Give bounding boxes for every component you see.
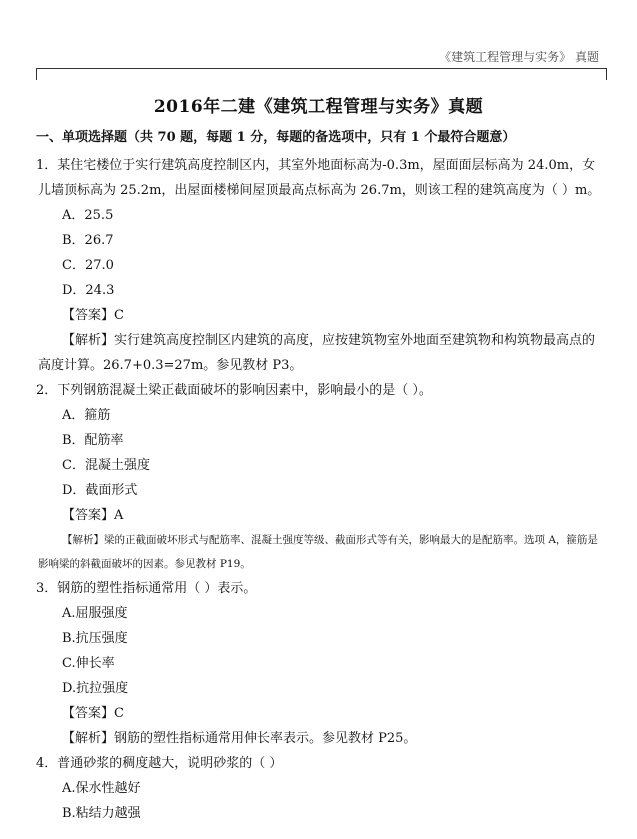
question-2-option-d: D．截面形式 bbox=[62, 483, 138, 498]
question-2-stem: 2．下列钢筋混凝土梁正截面破坏的影响因素中，影响最小的是（ ）。 bbox=[36, 383, 432, 398]
header-rule-right-tick bbox=[606, 68, 607, 80]
question-3-stem: 3．钢筋的塑性指标通常用（ ）表示。 bbox=[36, 581, 257, 596]
question-3-option-b: B.抗压强度 bbox=[62, 631, 128, 646]
question-1-explanation: 【解析】实行建筑高度控制区内建筑的高度，应按建筑物室外地面至建筑物和构筑物最高点的高度计算。26.7+0.3=27m。参见教材 P3。 bbox=[38, 333, 596, 373]
question-2-option-a: A．箍筋 bbox=[62, 408, 111, 423]
question-1-option-b: B．26.7 bbox=[62, 233, 114, 248]
question-4-option-a: A.保水性越好 bbox=[62, 781, 141, 796]
document-body bbox=[0, 92, 637, 826]
question-2-option-b: B．配筋率 bbox=[62, 433, 124, 448]
question-2-option-c: C．混凝土强度 bbox=[62, 458, 150, 473]
question-3-option-a: A.屈服强度 bbox=[62, 606, 128, 621]
question-1-option-a: A．25.5 bbox=[62, 208, 114, 223]
question-2-explanation: 【解析】梁的正截面破坏形式与配筋率、混凝土强度等级、截面形式等有关，影响最大的是配筋率。选项 A，箍筋是影响梁的斜截面破坏的因素。参见教材 P19。 bbox=[38, 534, 598, 570]
question-1-option-d: D．24.3 bbox=[62, 283, 115, 298]
running-header: 《建筑工程管理与实务》 真题 bbox=[439, 50, 599, 64]
question-1-stem: 1．某住宅楼位于实行建筑高度控制区内，其室外地面标高为-0.3m，屋面面层标高为 24.0m，女儿墙顶标高为 25.2m，出屋面楼梯间屋顶最高点标高为 26.7m，则该工程的建筑高度为（ ）m。 bbox=[36, 158, 601, 198]
question-2-answer: 【答案】A bbox=[62, 508, 124, 523]
question-1-answer: 【答案】C bbox=[62, 308, 124, 323]
header-rule bbox=[36, 68, 607, 69]
question-3-explanation: 【解析】钢筋的塑性指标通常用伸长率表示。参见教材 P25。 bbox=[62, 731, 417, 746]
question-4-option-b: B.粘结力越强 bbox=[62, 806, 141, 821]
question-3-option-c: C.伸长率 bbox=[62, 656, 115, 671]
question-3-answer: 【答案】C bbox=[62, 706, 124, 721]
question-3-option-d: D.抗拉强度 bbox=[62, 681, 129, 696]
question-4-stem: 4．普通砂浆的稠度越大，说明砂浆的（ ） bbox=[36, 756, 283, 771]
document-title: 2016年二建《建筑工程管理与实务》真题 bbox=[153, 97, 484, 117]
section-heading: 一、单项选择题（共 70 题，每题 1 分，每题的备选项中，只有 1 个最符合题意） bbox=[36, 130, 516, 145]
header-rule-left-tick bbox=[36, 68, 37, 80]
question-1-option-c: C．27.0 bbox=[62, 258, 114, 273]
